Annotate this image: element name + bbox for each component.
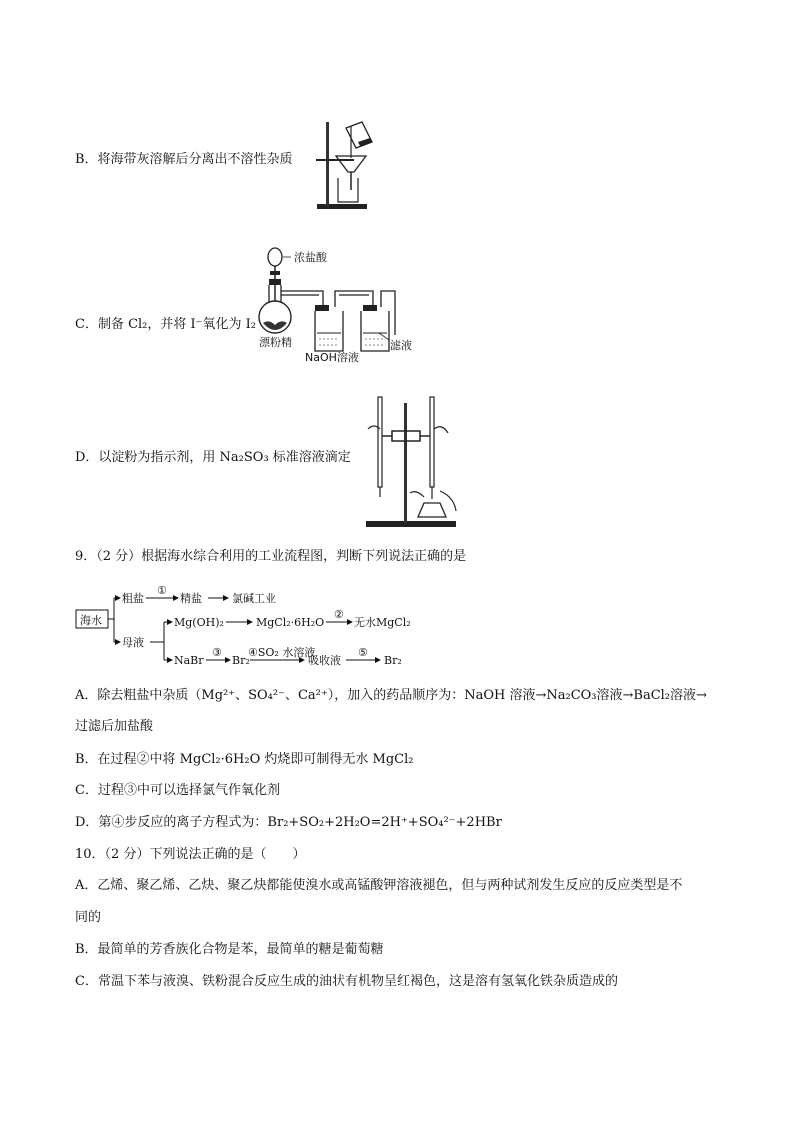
br2-first: Br₂ <box>232 654 250 667</box>
q8-option-b: B．将海带灰溶解后分离出不溶性杂质 <box>75 152 293 167</box>
mg-oh-2: Mg(OH)₂ <box>174 616 224 629</box>
refined-salt: 精盐 <box>180 592 202 605</box>
q10-option-c: C．常温下苯与液溴、铁粉混合反应生成的油状有机物呈红褐色，这是溶有氢氧化铁杂质造成的 <box>75 974 618 989</box>
q9-stem: 9．（2 分）根据海水综合利用的工业流程图，判断下列说法正确的是 <box>75 549 467 564</box>
q10-option-a-line1: A．乙烯、聚乙烯、乙炔、聚乙炔都能使溴水或高锰酸钾溶液褪色，但与两种试剂发生反应的反应类型是不 <box>75 878 683 893</box>
chlorine-apparatus-figure <box>255 245 420 363</box>
concentrated-hcl-label: 浓盐酸 <box>294 251 327 264</box>
absorbent-liquid: 吸收液 <box>308 654 341 667</box>
filtrate-label: 滤液 <box>390 339 412 352</box>
crude-salt: 粗盐 <box>122 592 144 605</box>
naoh-solution-label: NaOH溶液 <box>305 351 359 363</box>
titration-apparatus-figure <box>364 393 458 533</box>
q10-option-b: B．最简单的芳香族化合物是苯，最简单的糖是葡萄糖 <box>75 942 384 957</box>
q9-option-a-line1: A．除去粗盐中杂质（Mg²⁺、SO₄²⁻、Ca²⁺），加入的药品顺序为：NaOH 溶液→Na₂CO₃溶液→BaCl₂溶液→ <box>75 688 707 703</box>
seawater-box: 海水 <box>80 614 102 627</box>
nabr: NaBr <box>174 654 204 667</box>
q9-option-b: B．在过程②中将 MgCl₂·6H₂O 灼烧即可制得无水 MgCl₂ <box>75 752 414 767</box>
bleaching-powder-label: 漂粉精 <box>259 336 292 349</box>
step-2: ② <box>334 608 344 621</box>
step-3: ③ <box>212 646 222 659</box>
q9-option-a-line2: 过滤后加盐酸 <box>75 719 154 734</box>
mgcl2-hexahydrate: MgCl₂·6H₂O <box>256 616 325 629</box>
step-4-so2: ④SO₂ 水溶液 <box>248 646 316 659</box>
q9-option-d: D．第④步反应的离子方程式为：Br₂+SO₂+2H₂O=2H⁺+SO₄²⁻+2HBr <box>75 815 502 830</box>
q10-stem: 10．（2 分）下列说法正确的是（ ） <box>75 847 306 862</box>
q8-option-d: D．以淀粉为指示剂，用 Na₂SO₃ 标准溶液滴定 <box>75 450 351 465</box>
step-1: ① <box>157 584 167 597</box>
br2-final: Br₂ <box>384 654 402 667</box>
q8-option-c: C．制备 Cl₂，并将 I⁻氧化为 I₂ <box>75 317 257 332</box>
step-5: ⑤ <box>358 646 368 659</box>
anhydrous-mgcl2: 无水MgCl₂ <box>354 616 411 629</box>
q9-option-c: C．过程③中可以选择氯气作氧化剂 <box>75 783 280 798</box>
seawater-flowchart <box>74 582 434 674</box>
chlor-alkali-industry: 氯碱工业 <box>232 592 276 605</box>
mother-liquor: 母液 <box>122 636 144 649</box>
filtration-apparatus-figure <box>314 118 380 214</box>
q10-option-a-line2: 同的 <box>75 910 102 925</box>
